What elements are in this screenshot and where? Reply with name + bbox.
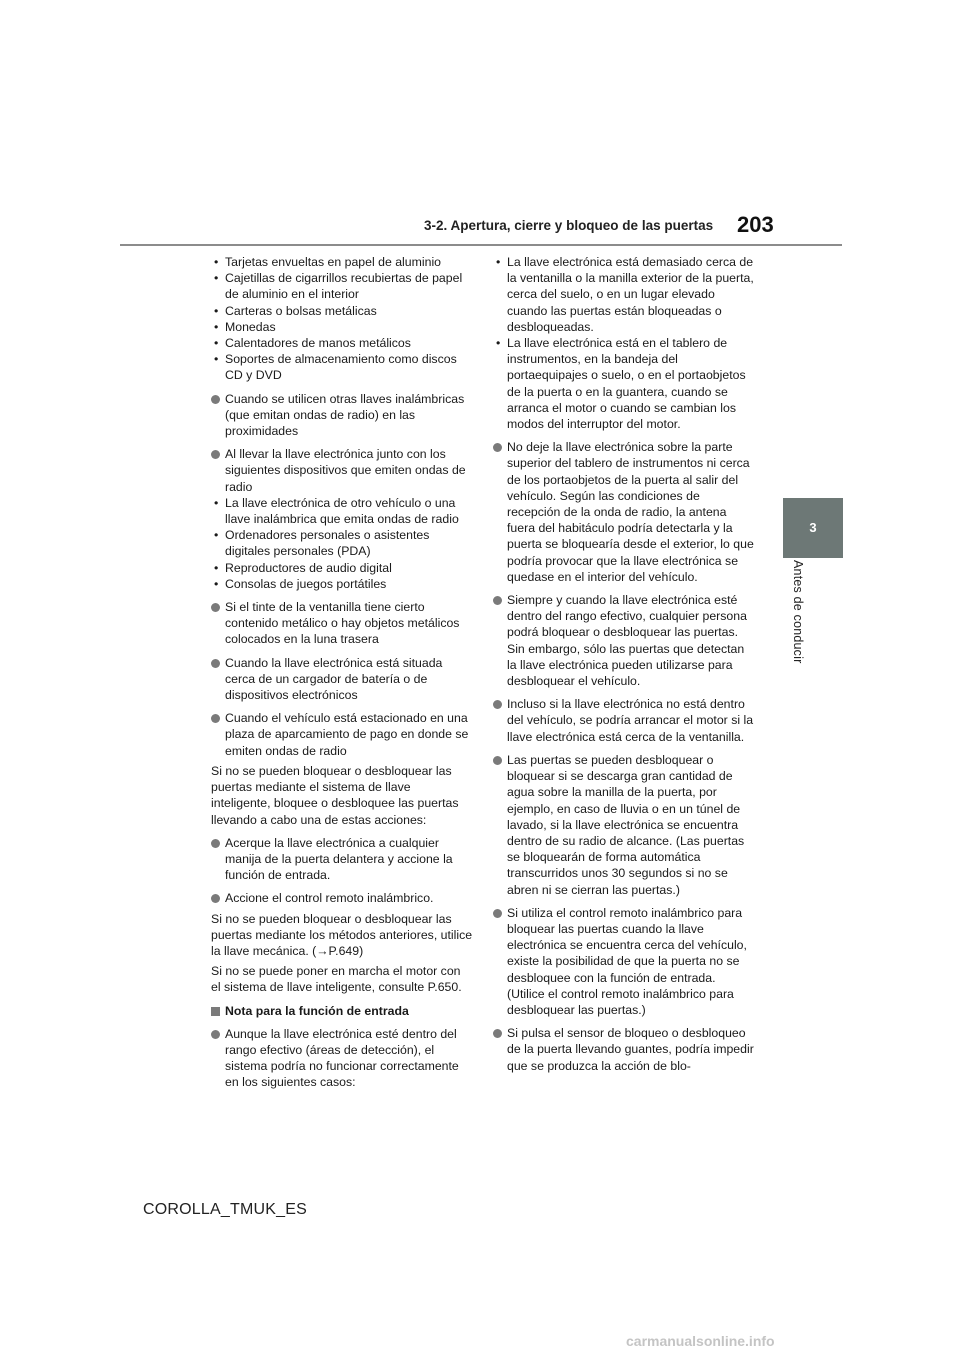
circle-bullet-item: Siempre y cuando la llave electrónica esté dentro del rango efectivo, cualquier persona podrá bloquear o desbloquear las puertas. Sin embargo, sólo las puertas que detectan la llave electrónica pueden utilizarse para desbloquear el vehículo. [493,592,755,689]
circle-bullet-item: Incluso si la llave electrónica no está dentro del vehículo, se podría arrancar el motor si la llave electrónica está cerca de la ventanilla. [493,696,755,745]
section-title: 3-2. Apertura, cierre y bloqueo de las puertas [424,218,714,233]
bullet-list-item: • La llave electrónica de otro vehículo o una llave inalámbrica que emita ondas de radio [211,495,473,527]
chapter-label: Antes de conducir [791,560,805,664]
page-number: 203 [737,212,774,237]
bullet-list-item: • La llave electrónica está en el tablero de instrumentos, en la bandeja del portaequipajes o suelo, o en el portaobjetos de la puerta o en la guantera, cuando se arranca el motor o cuando se cambian los modos del interruptor del motor. [493,335,755,432]
paragraph: Si no se pueden bloquear o desbloquear las puertas mediante los métodos anteriores, utilice la llave mecánica. (→P.649) [211,911,473,958]
bullet-list-item: • Cajetillas de cigarrillos recubiertas de papel de aluminio en el interior [211,270,473,302]
bullet-list-item: • Carteras o bolsas metálicas [211,303,473,319]
circle-bullet-item: Cuando el vehículo está estacionado en una plaza de aparcamiento de pago en donde se emiten ondas de radio [211,710,473,759]
bullet-list-item: • Monedas [211,319,473,335]
bullet-list-item: • Soportes de almacenamiento como discos CD y DVD [211,351,473,383]
paragraph: Si no se puede poner en marcha el motor con el sistema de llave inteligente, consulte P.650. [211,964,462,995]
bullet-list-item: • Reproductores de audio digital [211,560,473,576]
chapter-number: 3 [809,520,817,535]
circle-bullet-item: Las puertas se pueden desbloquear o bloquear si se descarga gran cantidad de agua sobre la manilla de la puerta, por ejemplo, en caso de lluvia o en un túnel de lavado, si la llave electrónica se encuentra dentro de su radio de alcance. (Las puertas se bloquearán de forma automática transcurridos unos 30 segundos si no se abren ni se cierran las puertas.) [493,752,755,898]
header-divider [120,244,842,246]
document-code: COROLLA_TMUK_ES [143,1201,307,1218]
bullet-list-item: • Tarjetas envueltas en papel de aluminio [211,254,473,270]
circle-bullet-item: Si el tinte de la ventanilla tiene cierto contenido metálico o hay objetos metálicos colocados en la luna trasera [211,599,473,648]
circle-bullet-item: Cuando la llave electrónica está situada cerca de un cargador de batería o de dispositivos electrónicos [211,655,473,704]
left-column [211,254,473,1091]
circle-bullet-item: Accione el control remoto inalámbrico. [211,890,473,906]
circle-bullet-item: Al llevar la llave electrónica junto con los siguientes dispositivos que emiten ondas de radio [211,446,473,495]
circle-bullet-item: Si utiliza el control remoto inalámbrico para bloquear las puertas cuando la llave electrónica se encuentra cerca del vehículo, existe la posibilidad de que la puerta no se desbloquee con la función de entrada. (Utilice el control remoto inalámbrico para desbloquear las puertas.) [493,905,755,1018]
bullet-list-item: • La llave electrónica está demasiado cerca de la ventanilla o la manilla exterior de la puerta, cerca del suelo, o en un lugar elevado cuando las puertas están bloqueadas o desbloqueadas. [493,254,755,335]
watermark: carmanualsonline.info [626,1333,775,1349]
chapter-tab [783,498,843,558]
section-heading: Nota para la función de entrada [211,1003,473,1019]
circle-bullet-item: Si pulsa el sensor de bloqueo o desbloqueo de la puerta llevando guantes, podría impedir que se produzca la acción de blo- [493,1025,755,1074]
right-column [493,254,755,1074]
bullet-list-item: • Ordenadores personales o asistentes digitales personales (PDA) [211,527,473,559]
circle-bullet-item: Acerque la llave electrónica a cualquier manija de la puerta delantera y accione la función de entrada. [211,835,473,884]
circle-bullet-item: Aunque la llave electrónica esté dentro del rango efectivo (áreas de detección), el sistema podría no funcionar correctamente en los siguientes casos: [211,1026,473,1091]
bullet-list-item: • Calentadores de manos metálicos [211,335,473,351]
circle-bullet-item: No deje la llave electrónica sobre la parte superior del tablero de instrumentos ni cerca de los portaobjetos de la puerta al salir del vehículo. Según las condiciones de recepción de la onda de radio, la antena fuera del habitáculo podría detectarla y la puerta se bloquearía desde el exterior, lo que podría provocar que la llave electrónica se quedase en el interior del vehículo. [493,439,755,585]
circle-bullet-item: Cuando se utilicen otras llaves inalámbricas (que emitan ondas de radio) en las proximidades [211,391,473,440]
paragraph: Si no se pueden bloquear o desbloquear las puertas mediante el sistema de llave inteligente, bloquee o desbloquee las puertas llevando a cabo una de estas acciones: [211,763,459,827]
bullet-list-item: • Consolas de juegos portátiles [211,576,473,592]
